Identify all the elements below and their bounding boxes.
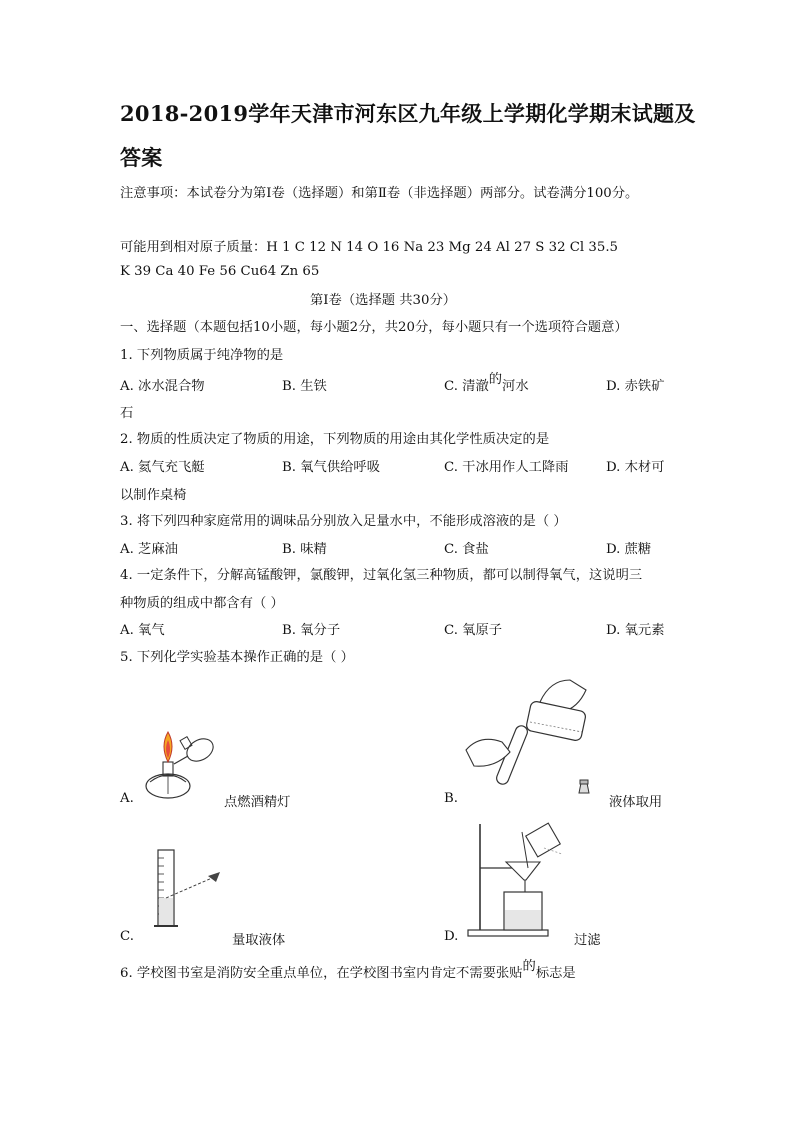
q4-option-c: C. 氧原子 (444, 623, 503, 638)
q4-stem-line1: 4. 一定条件下，分解高锰酸钾，氯酸钾，过氧化氢三种物质，都可以制得氧气，这说明三 (120, 568, 643, 583)
q1-option-c (444, 372, 529, 394)
q5-option-c-caption: 量取液体 (232, 933, 286, 948)
q2-option-a: A. 氦气充飞艇 (120, 460, 205, 475)
q3-option-b: B. 味精 (282, 542, 327, 557)
q1-option-a: A. 冰水混合物 (120, 379, 205, 394)
q5-option-b-caption: 液体取用 (609, 795, 663, 810)
q5-option-d-letter: D. (444, 929, 459, 944)
q3-option-c: C. 食盐 (444, 542, 489, 557)
q6-stem-post: 标志是 (535, 966, 576, 981)
notice-text: 注意事项：本试卷分为第Ⅰ卷（选择题）和第Ⅱ卷（非选择题）两部分。试卷满分100分。 (120, 186, 639, 201)
q4-option-b: B. 氧分子 (282, 623, 341, 638)
q2-option-d-wrap: 以制作桌椅 (120, 488, 187, 503)
alcohol-lamp-figure (138, 716, 228, 806)
q5-option-b-letter: B. (444, 791, 458, 806)
q5-option-c-letter: C. (120, 929, 134, 944)
q5-option-d-caption: 过滤 (574, 933, 601, 948)
q6-stem-pre: 6. 学校图书室是消防安全重点单位，在学校图书室内肯定不需要张贴 (120, 966, 523, 981)
q1-option-c-post: 河水 (502, 379, 529, 394)
q1-stem: 1. 下列物质属于纯净物的是 (120, 348, 284, 363)
q1-option-c-sup: 的 (488, 372, 503, 387)
q3-option-a: A. 芝麻油 (120, 542, 178, 557)
exam-title-line2: 答案 (120, 145, 163, 170)
q3-option-d: D. 蔗糖 (606, 542, 652, 557)
q5-option-a-letter: A. (120, 791, 134, 806)
filtration-figure (464, 818, 574, 940)
q1-option-d: D. 赤铁矿 (606, 379, 665, 394)
q2-option-c: C. 干冰用作人工降雨 (444, 460, 569, 475)
q4-option-d: D. 氧元素 (606, 623, 665, 638)
q4-option-a: A. 氧气 (120, 623, 165, 638)
exam-title-line1: 2018-2019学年天津市河东区九年级上学期化学期末试题及 (120, 101, 696, 126)
q1-option-c-pre: C. 清澈 (444, 379, 489, 394)
q4-stem-line2: 种物质的组成中都含有（ ） (120, 596, 284, 611)
q6-stem (120, 959, 576, 981)
section-title: 第Ⅰ卷（选择题 共30分） (310, 293, 457, 308)
q5-stem: 5. 下列化学实验基本操作正确的是（ ） (120, 650, 354, 665)
q1-option-d-wrap: 石 (120, 406, 134, 421)
q5-option-a-caption: 点燃酒精灯 (224, 795, 291, 810)
q2-option-d: D. 木材可 (606, 460, 665, 475)
q2-option-b: B. 氧气供给呼吸 (282, 460, 381, 475)
q3-stem: 3. 将下列四种家庭常用的调味品分别放入足量水中，不能形成溶液的是（ ） (120, 514, 567, 529)
atomic-mass-line1: 可能用到相对原子质量：H 1 C 12 N 14 O 16 Na 23 Mg 24 Al 27 S 32 Cl 35.5 (120, 240, 619, 255)
section-intro: 一、选择题（本题包括10小题，每小题2分，共20分，每小题只有一个选项符合题意） (120, 320, 628, 335)
graduated-cylinder-figure (150, 846, 230, 936)
q1-option-b: B. 生铁 (282, 379, 327, 394)
q6-stem-sup: 的 (522, 959, 536, 974)
q2-stem: 2. 物质的性质决定了物质的用途，下列物质的用途由其化学性质决定的是 (120, 432, 550, 447)
bottle-stopper-icon (576, 780, 592, 794)
atomic-mass-line2: K 39 Ca 40 Fe 56 Cu64 Zn 65 (120, 264, 320, 279)
liquid-pouring-figure (466, 672, 606, 792)
